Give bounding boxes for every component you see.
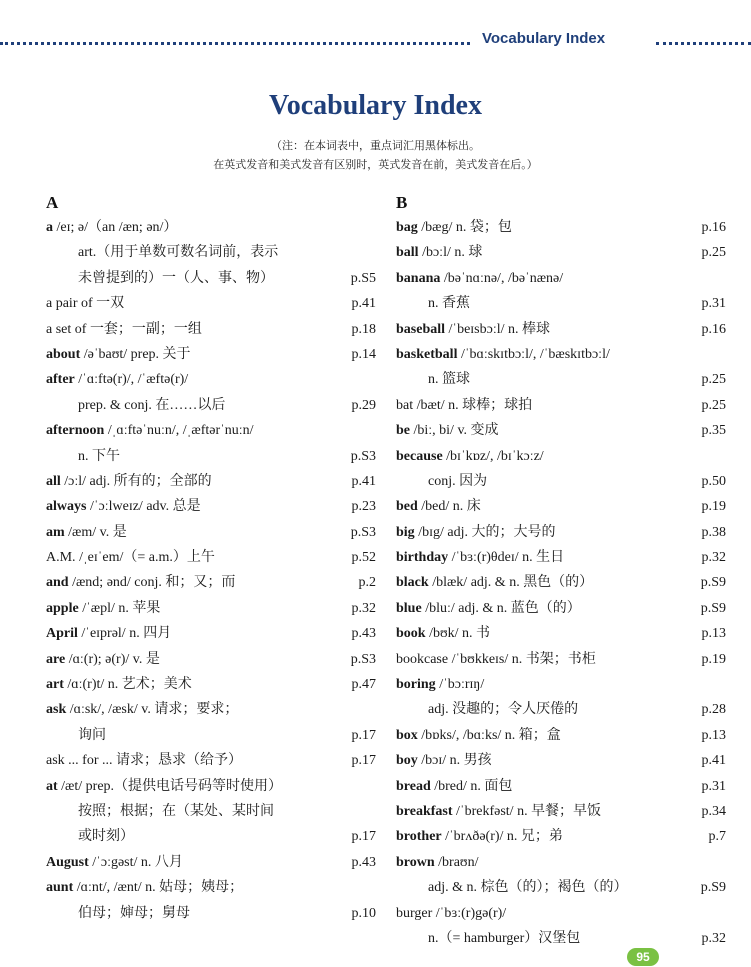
vocab-entry-row	[396, 444, 726, 469]
entry-definition: /ˈbʊkkeɪs/ n. 书架；书柜	[448, 651, 596, 667]
entry-page-ref: p.43	[351, 854, 376, 870]
entry-definition: /ˌɑːftəˈnuːn/, /ˌæftərˈnuːn/	[104, 423, 254, 439]
vocab-entry-row	[396, 291, 726, 316]
entry-definition: /bɔːl/ n. 球	[418, 245, 483, 261]
entry-definition: /ˈbɑːskɪtbɔːl/, /ˈbæskɪtbɔːl/	[457, 346, 610, 362]
entry-page-ref: p.7	[708, 829, 726, 845]
entry-text	[396, 291, 470, 316]
entry-definition: /bæt/ n. 球棒；球拍	[413, 397, 533, 413]
entry-text	[46, 723, 106, 748]
entry-text	[46, 824, 134, 849]
entry-definition: /bʊk/ n. 书	[425, 626, 491, 642]
entry-definition: 询问	[78, 727, 106, 743]
section-letter: A	[46, 193, 59, 212]
entry-definition: /əˈbaʊt/ prep. 关于	[80, 346, 191, 362]
entry-headword: about	[46, 346, 81, 362]
vocab-entry-row	[46, 240, 376, 265]
entry-definition: n. 香蕉	[428, 296, 470, 312]
entry-definition: /bɔɪ/ n. 男孩	[417, 753, 492, 769]
entry-page-ref: p.41	[351, 296, 376, 312]
vocab-entry-row	[396, 469, 726, 494]
entry-text	[46, 215, 177, 240]
section-letter: B	[396, 193, 408, 212]
vocab-entry-row	[396, 621, 726, 646]
entry-headword: boy	[396, 753, 418, 769]
vocab-entry-row	[396, 850, 726, 875]
entry-headword: birthday	[396, 550, 449, 566]
entry-text	[396, 494, 481, 519]
note-line-2: 在英式发音和美式发音有区别时，英式发音在前，美式发音在后。）	[213, 159, 538, 171]
entry-definition: 伯母；婶母；舅母	[78, 905, 190, 921]
entry-page-ref: p.25	[701, 245, 726, 261]
vocab-entry-row	[396, 317, 726, 342]
entry-definition: /ˈɔːgəst/ n. 八月	[88, 854, 183, 870]
entry-page-ref: p.S3	[350, 651, 376, 667]
vocab-entry-row	[396, 342, 726, 367]
vocab-entry-row	[46, 545, 376, 570]
entry-definition: /bred/ n. 面包	[430, 778, 513, 794]
vocab-entry-row	[46, 748, 376, 773]
entry-definition: /ɔːl/ adj. 所有的；全部的	[60, 473, 212, 489]
vocab-entry-row	[46, 901, 376, 926]
entry-definition: /eɪ; ə/（an /æn; ən/）	[53, 220, 178, 235]
entry-definition: /ˈbɜː(r)gə(r)/	[432, 905, 507, 921]
vocab-entry-row	[396, 367, 726, 392]
entry-text	[396, 342, 610, 367]
entry-headword: after	[46, 372, 75, 388]
entry-headword: April	[46, 626, 78, 642]
entry-page-ref: p.18	[351, 321, 376, 337]
entry-page-ref: p.S3	[350, 524, 376, 540]
entry-headword: art	[46, 677, 64, 693]
entry-definition: n. 篮球	[428, 372, 470, 388]
entry-headword: ball	[396, 245, 419, 261]
vocab-entry-row	[46, 469, 376, 494]
entry-page-ref: p.16	[701, 220, 726, 235]
entry-headword: ask	[46, 702, 67, 718]
entry-page-ref: p.52	[351, 550, 376, 566]
entry-page-ref: p.47	[351, 677, 376, 693]
vocab-entry-row	[396, 393, 726, 418]
entry-definition: /bɪg/ adj. 大的；大号的	[414, 524, 556, 540]
entry-page-ref: p.41	[351, 473, 376, 489]
entry-page-ref: p.43	[351, 626, 376, 642]
entry-text	[396, 418, 499, 443]
entry-headword: basketball	[396, 346, 458, 362]
entry-headword: box	[396, 727, 418, 743]
entry-definition: adj. 没趣的；令人厌倦的	[428, 702, 579, 718]
entry-headword: book	[396, 626, 426, 642]
entry-definition: /æt/ prep.（提供电话号码等时使用）	[57, 778, 283, 794]
vocab-entry-row	[46, 520, 376, 545]
entry-text	[46, 850, 183, 875]
entry-page-ref: p.28	[701, 702, 726, 718]
entry-headword: at	[46, 778, 58, 794]
entry-page-ref: p.S9	[700, 880, 726, 896]
entry-page-ref: p.17	[351, 727, 376, 743]
entry-definition: /ˈbɔːrɪŋ/	[435, 677, 485, 693]
vocab-entry-row	[396, 418, 726, 443]
entry-text	[396, 367, 470, 392]
entry-definition: /ˈbrʌðə(r)/ n. 兄；弟	[441, 829, 563, 845]
running-header	[0, 30, 751, 54]
entry-headword: August	[46, 854, 89, 870]
entry-text	[46, 444, 120, 469]
entry-headword: a set of	[46, 321, 87, 337]
vocab-entry-row	[396, 570, 726, 595]
entry-page-ref: p.29	[351, 397, 376, 413]
entry-text	[396, 850, 479, 875]
vocab-entry-row	[46, 824, 376, 849]
entry-headword: are	[46, 651, 66, 667]
entry-definition: 一双	[92, 296, 125, 312]
entry-text	[396, 317, 550, 342]
entry-text	[396, 444, 544, 469]
entry-headword: aunt	[46, 880, 74, 896]
entry-text	[396, 647, 596, 672]
entry-page-ref: p.S9	[700, 575, 726, 591]
entry-definition: /bæg/ n. 袋；包	[417, 220, 512, 235]
entry-page-ref: p.25	[701, 397, 726, 413]
vocab-entry-row	[46, 291, 376, 316]
vocab-entry-row	[46, 672, 376, 697]
entry-definition: /ˈɔːlweɪz/ adv. 总是	[86, 499, 201, 515]
entry-text	[396, 570, 593, 595]
entry-definition: 按照；根据；在（某处、某时间	[78, 803, 274, 819]
entry-page-ref: p.10	[351, 905, 376, 921]
entry-definition: n.（= hamburger）汉堡包	[428, 930, 581, 946]
vocab-entry-row	[46, 774, 376, 799]
entry-definition: n. 下午	[78, 448, 120, 464]
running-header-title: Vocabulary Index	[482, 30, 606, 47]
entry-headword: always	[46, 499, 87, 515]
entry-definition: /ɑː(r)t/ n. 艺术；美术	[63, 677, 192, 693]
vocab-entry-row	[396, 723, 726, 748]
entry-definition: art.（用于单数可数名词前，表示	[78, 245, 279, 261]
entry-headword: big	[396, 524, 415, 540]
entry-text	[46, 317, 202, 342]
vocab-entry-row	[396, 774, 726, 799]
entry-text	[396, 215, 512, 240]
entry-definition: /bɪˈkɒz/, /bɪˈkɔːz/	[442, 448, 544, 464]
note-line-1: （注：在本词表中，重点词汇用黑体标出。	[271, 140, 480, 152]
entry-definition: /ɑːnt/, /ænt/ n. 姑母；姨母；	[73, 880, 244, 896]
entry-text	[46, 520, 127, 545]
entry-headword: bed	[396, 499, 418, 515]
entry-page-ref: p.34	[701, 803, 726, 819]
entry-definition: /bed/ n. 床	[417, 499, 481, 515]
entry-page-ref: p.31	[701, 778, 726, 794]
entry-headword: bookcase	[396, 651, 449, 667]
entry-text	[396, 596, 581, 621]
entry-headword: bag	[396, 220, 418, 235]
entry-definition: /ɑːsk/, /æsk/ v. 请求；要求；	[66, 702, 239, 718]
vocab-entry-row	[396, 748, 726, 773]
vocab-entry-row	[396, 824, 726, 849]
vocab-entry-row	[396, 545, 726, 570]
entry-text	[396, 672, 484, 697]
entry-page-ref: p.25	[701, 372, 726, 388]
vocab-entry-row	[396, 672, 726, 697]
entry-text	[396, 875, 628, 900]
vocab-entry-row	[46, 317, 376, 342]
entry-headword: am	[46, 524, 65, 540]
entry-text	[46, 494, 201, 519]
entry-headword: bread	[396, 778, 431, 794]
entry-definition: /biː, bi/ v. 变成	[410, 423, 499, 439]
entry-text	[46, 266, 274, 291]
entry-text	[396, 240, 482, 265]
entry-text	[396, 799, 601, 824]
entry-text	[46, 367, 188, 392]
entry-text	[46, 621, 171, 646]
vocab-entry-row	[396, 901, 726, 926]
vocab-entry-row	[396, 926, 726, 951]
entry-page-ref: p.S3	[350, 448, 376, 464]
entry-headword: baseball	[396, 321, 446, 337]
vocab-entry-row	[396, 875, 726, 900]
entry-page-ref: p.16	[701, 321, 726, 337]
entry-text	[396, 545, 564, 570]
entry-headword: brother	[396, 829, 442, 845]
vocab-entry-row	[396, 596, 726, 621]
entry-text	[46, 291, 124, 316]
entry-page-ref: p.17	[351, 753, 376, 769]
entry-definition: adj. & n. 棕色（的）；褐色（的）	[428, 880, 628, 896]
entry-text	[396, 926, 580, 951]
vocab-entry-row	[46, 367, 376, 392]
entry-text	[396, 723, 561, 748]
entry-text	[46, 469, 212, 494]
vocab-entry-row	[46, 621, 376, 646]
entry-text	[46, 342, 191, 367]
entry-text	[46, 545, 215, 570]
entry-text	[396, 393, 532, 418]
entry-headword: afternoon	[46, 423, 105, 439]
entry-page-ref: p.41	[701, 753, 726, 769]
entry-definition: /ˈɑːftə(r)/, /ˈæftə(r)/	[74, 372, 189, 388]
entry-page-ref: p.14	[351, 346, 376, 362]
header-dotted-rule-right	[656, 42, 751, 45]
entry-definition: conj. 因为	[428, 473, 488, 489]
entry-text	[46, 799, 274, 824]
entry-text	[396, 266, 563, 291]
entry-text	[46, 647, 160, 672]
vocab-entry-row	[46, 494, 376, 519]
vocab-entry-row	[46, 444, 376, 469]
header-dotted-rule-left	[0, 42, 470, 45]
vocab-entry-row	[46, 596, 376, 621]
entry-page-ref: p.S9	[700, 600, 726, 616]
entry-text	[46, 570, 235, 595]
vocab-entry-row	[46, 647, 376, 672]
entry-headword: breakfast	[396, 803, 453, 819]
entry-page-ref: p.19	[701, 499, 726, 515]
entry-text	[396, 697, 578, 722]
vocab-entry-row	[396, 520, 726, 545]
entry-text	[46, 418, 254, 443]
entry-definition: /bɒks/, /bɑːks/ n. 箱；盒	[417, 727, 561, 743]
entry-text	[46, 774, 282, 799]
entry-text	[46, 393, 225, 418]
entry-definition: /ˈbɜː(r)θdeɪ/ n. 生日	[448, 550, 565, 566]
vocab-entry-row	[46, 342, 376, 367]
entry-headword: bat	[396, 397, 414, 413]
entry-page-ref: p.31	[701, 296, 726, 312]
entry-page-ref: p.13	[701, 727, 726, 743]
entry-definition: /ˌeɪˈem/（= a.m.）上午	[75, 550, 215, 566]
entry-text	[46, 672, 192, 697]
entry-definition: 一套；一副；一组	[86, 321, 202, 337]
entry-text	[396, 469, 487, 494]
entry-page-ref: p.35	[701, 423, 726, 439]
entry-text	[396, 901, 506, 926]
entry-definition: 未曾提到的）一（人、事、物）	[78, 270, 274, 286]
page-number-badge: 95	[627, 948, 659, 966]
entry-definition: /æm/ v. 是	[64, 524, 127, 540]
page-title: Vocabulary Index	[269, 90, 482, 121]
entry-text	[396, 824, 563, 849]
entry-headword: and	[46, 575, 69, 591]
entry-page-ref: p.32	[701, 550, 726, 566]
vocab-entry-row	[46, 799, 376, 824]
entry-text	[46, 875, 243, 900]
entry-page-ref: p.13	[701, 626, 726, 642]
entry-definition: /blæk/ adj. & n. 黑色（的）	[428, 575, 594, 591]
entry-headword: boring	[396, 677, 436, 693]
entry-page-ref: p.50	[701, 473, 726, 489]
entry-definition: /ˈæpl/ n. 苹果	[78, 600, 161, 616]
entry-definition: /ˈbrekfəst/ n. 早餐；早饭	[452, 803, 602, 819]
entry-definition: /bluː/ adj. & n. 蓝色（的）	[421, 600, 581, 616]
entry-definition: /ɑː(r); ə(r)/ v. 是	[65, 651, 160, 667]
vocab-entry-row	[46, 215, 376, 240]
vocab-entry-row	[46, 697, 376, 722]
entry-definition: /ænd; ənd/ conj. 和；又；而	[68, 575, 236, 591]
entry-headword: a	[46, 220, 53, 235]
entry-text	[46, 596, 160, 621]
entry-text	[46, 748, 242, 773]
vocab-entry-row	[396, 799, 726, 824]
entry-headword: apple	[46, 600, 79, 616]
entry-definition: 请求；恳求（给予）	[112, 753, 242, 769]
vocab-entry-row	[46, 570, 376, 595]
entry-definition: /bəˈnɑːnə/, /bəˈnænə/	[440, 270, 564, 286]
vocab-entry-row	[46, 266, 376, 291]
vocabulary-column-a	[46, 190, 376, 926]
entry-definition: /braʊn/	[434, 854, 479, 870]
vocab-entry-row	[46, 850, 376, 875]
entry-headword: black	[396, 575, 429, 591]
entry-text	[46, 697, 238, 722]
entry-headword: ask ... for ...	[46, 753, 113, 769]
entry-headword: because	[396, 448, 443, 464]
vocab-entry-row	[396, 266, 726, 291]
entry-headword: all	[46, 473, 61, 489]
entry-text	[396, 774, 512, 799]
entry-page-ref: p.32	[701, 930, 726, 946]
entry-headword: banana	[396, 270, 441, 286]
entry-definition: /ˈeɪprəl/ n. 四月	[77, 626, 172, 642]
entry-text	[46, 901, 190, 926]
vocab-entry-row	[396, 647, 726, 672]
entry-definition: prep. & conj. 在……以后	[78, 397, 226, 413]
entry-page-ref: p.2	[358, 575, 376, 591]
entry-page-ref: p.19	[701, 651, 726, 667]
vocab-entry-row	[396, 240, 726, 265]
vocab-entry-row	[396, 494, 726, 519]
vocabulary-column-b	[396, 190, 726, 951]
entry-headword: blue	[396, 600, 422, 616]
entry-page-ref: p.38	[701, 524, 726, 540]
entry-page-ref: p.32	[351, 600, 376, 616]
entry-text	[396, 621, 490, 646]
vocab-entry-row	[46, 723, 376, 748]
entry-headword: burger	[396, 905, 433, 921]
vocab-entry-row	[396, 697, 726, 722]
entry-headword: be	[396, 423, 410, 439]
vocab-entry-row	[46, 418, 376, 443]
entry-page-ref: p.S5	[350, 270, 376, 286]
entry-headword: A.M.	[46, 550, 76, 566]
entry-definition: 或时刻）	[78, 829, 134, 845]
entry-text	[396, 520, 555, 545]
entry-page-ref: p.17	[351, 829, 376, 845]
entry-text	[396, 748, 492, 773]
entry-text	[46, 240, 278, 265]
vocab-entry-row	[46, 393, 376, 418]
vocab-entry-row	[46, 875, 376, 900]
vocab-entry-row	[396, 215, 726, 240]
entry-definition: /ˈbeɪsbɔːl/ n. 棒球	[445, 321, 551, 337]
entry-headword: brown	[396, 854, 435, 870]
entry-page-ref: p.23	[351, 499, 376, 515]
entry-headword: a pair of	[46, 296, 93, 312]
